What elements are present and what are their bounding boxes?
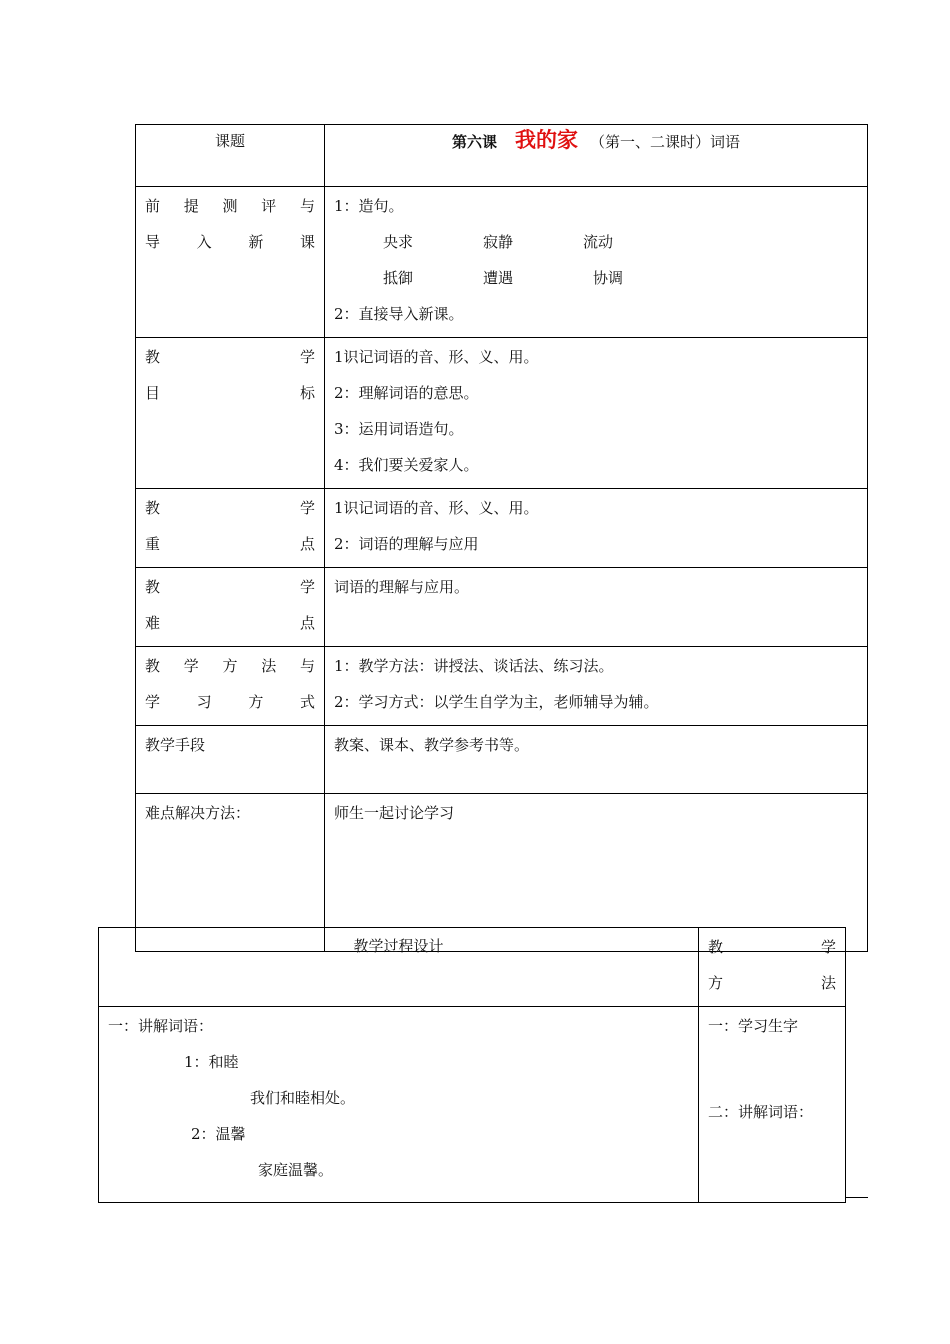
label-char: 前 xyxy=(145,197,161,215)
goals-content-cell xyxy=(325,338,868,489)
word: 寂静 xyxy=(483,233,514,251)
prereq-words-row2 xyxy=(334,265,858,301)
process-section: 一：讲解词语： xyxy=(108,1017,214,1035)
process-header-cell xyxy=(99,928,699,1007)
difficulty-text: 词语的理解与应用。 xyxy=(334,578,470,596)
goals-label-line1 xyxy=(145,344,315,380)
label-char: 教 xyxy=(145,578,161,596)
label-char: 教 xyxy=(708,938,724,956)
label-char: 标 xyxy=(299,384,315,402)
solution-text: 师生一起讨论学习 xyxy=(334,804,455,822)
label-char: 目 xyxy=(145,384,161,402)
label-char: 点 xyxy=(299,535,315,553)
label-char: 课 xyxy=(299,233,315,251)
label-char: 方 xyxy=(222,657,238,675)
label-char: 重 xyxy=(145,535,161,553)
label-char: 提 xyxy=(183,197,199,215)
label-char: 点 xyxy=(299,614,315,632)
side-note1: 一：学习生字 xyxy=(708,1017,799,1035)
lesson-label-cell xyxy=(136,125,325,187)
label-char: 学 xyxy=(820,938,836,956)
method-label-line1 xyxy=(708,934,836,970)
solution-label: 难点解决方法： xyxy=(145,804,251,822)
method-item: 1：教学方法：讲授法、谈话法、练习法。 xyxy=(334,657,614,675)
label-char: 学 xyxy=(145,693,161,711)
prereq-label-cell xyxy=(136,187,325,338)
word: 央求 xyxy=(383,233,414,251)
label-char: 习 xyxy=(196,693,212,711)
label-char: 方 xyxy=(708,974,724,992)
means-content-cell xyxy=(325,726,868,794)
lesson-subtitle: （第一、二课时）词语 xyxy=(590,133,741,151)
label-char: 与 xyxy=(299,197,315,215)
difficulty-label-cell xyxy=(136,568,325,647)
method-label-line2 xyxy=(708,970,836,1006)
difficulty-content-cell xyxy=(325,568,868,647)
label-char: 法 xyxy=(820,974,836,992)
label-char: 测 xyxy=(222,197,238,215)
label-char: 教 xyxy=(145,499,161,517)
lesson-title: 我的家 xyxy=(515,127,578,152)
lesson-title-cell xyxy=(325,125,868,187)
prereq-item2: 2：直接导入新课。 xyxy=(334,305,464,323)
process-content-cell xyxy=(99,1007,699,1203)
goals-label-line2 xyxy=(145,380,315,416)
process-example1: 我们和睦相处。 xyxy=(250,1089,356,1107)
methods-label-cell xyxy=(136,647,325,726)
label-char: 学 xyxy=(299,348,315,366)
means-text: 教案、课本、教学参考书等。 xyxy=(334,736,530,754)
method-content-cell xyxy=(699,1007,846,1203)
label-char: 方 xyxy=(248,693,264,711)
difficulty-label-line2 xyxy=(145,610,315,646)
prereq-item1: 1：造句。 xyxy=(334,197,404,215)
label-char: 式 xyxy=(299,693,315,711)
label-char: 法 xyxy=(261,657,277,675)
goal-item: 4：我们要关爱家人。 xyxy=(334,456,479,474)
difficulty-label-line1 xyxy=(145,574,315,610)
prereq-content-cell xyxy=(325,187,868,338)
label-char: 新 xyxy=(248,233,264,251)
keypoint-item: 2：词语的理解与应用 xyxy=(334,535,479,553)
prereq-words-row1 xyxy=(334,229,858,265)
keypoints-label-line1 xyxy=(145,495,315,531)
goal-item: 2：理解词语的意思。 xyxy=(334,384,479,402)
word: 遭遇 xyxy=(483,269,514,287)
method-item: 2：学习方式：以学生自学为主，老师辅导为辅。 xyxy=(334,693,659,711)
label-char: 与 xyxy=(299,657,315,675)
label-char: 教 xyxy=(145,348,161,366)
lesson-plan-table xyxy=(135,124,868,952)
word: 抵御 xyxy=(383,269,414,287)
process-header: 教学过程设计 xyxy=(353,937,444,955)
methods-label-line1 xyxy=(145,653,315,689)
keypoints-label-line2 xyxy=(145,531,315,567)
goals-label-cell xyxy=(136,338,325,489)
process-example2: 家庭温馨。 xyxy=(258,1161,334,1179)
label-char: 学 xyxy=(299,578,315,596)
process-word2: 2：温馨 xyxy=(191,1125,246,1143)
method-label-cell xyxy=(699,928,846,1007)
methods-label-line2 xyxy=(145,689,315,725)
label-char: 难 xyxy=(145,614,161,632)
teaching-process-table xyxy=(98,927,846,1203)
goal-item: 1识记词语的音、形、义、用。 xyxy=(334,348,539,366)
label-char: 教 xyxy=(145,657,161,675)
keypoint-item: 1识记词语的音、形、义、用。 xyxy=(334,499,539,517)
lesson-title-row xyxy=(325,125,867,155)
label-char: 入 xyxy=(196,233,212,251)
means-label: 教学手段 xyxy=(145,736,206,754)
process-word1: 1：和睦 xyxy=(184,1053,239,1071)
table-edge-line xyxy=(845,1197,868,1198)
side-note2: 二：讲解词语： xyxy=(708,1103,814,1121)
word: 协调 xyxy=(593,269,624,287)
lesson-number: 第六课 xyxy=(451,133,497,151)
label-char: 学 xyxy=(299,499,315,517)
prereq-label-line1 xyxy=(145,193,315,229)
label-char: 导 xyxy=(145,233,161,251)
keypoints-content-cell xyxy=(325,489,868,568)
word: 流动 xyxy=(583,233,614,251)
means-label-cell xyxy=(136,726,325,794)
lesson-label: 课题 xyxy=(214,132,245,150)
prereq-label-line2 xyxy=(145,229,315,265)
goal-item: 3：运用词语造句。 xyxy=(334,420,464,438)
keypoints-label-cell xyxy=(136,489,325,568)
methods-content-cell xyxy=(325,647,868,726)
label-char: 评 xyxy=(261,197,277,215)
label-char: 学 xyxy=(183,657,199,675)
